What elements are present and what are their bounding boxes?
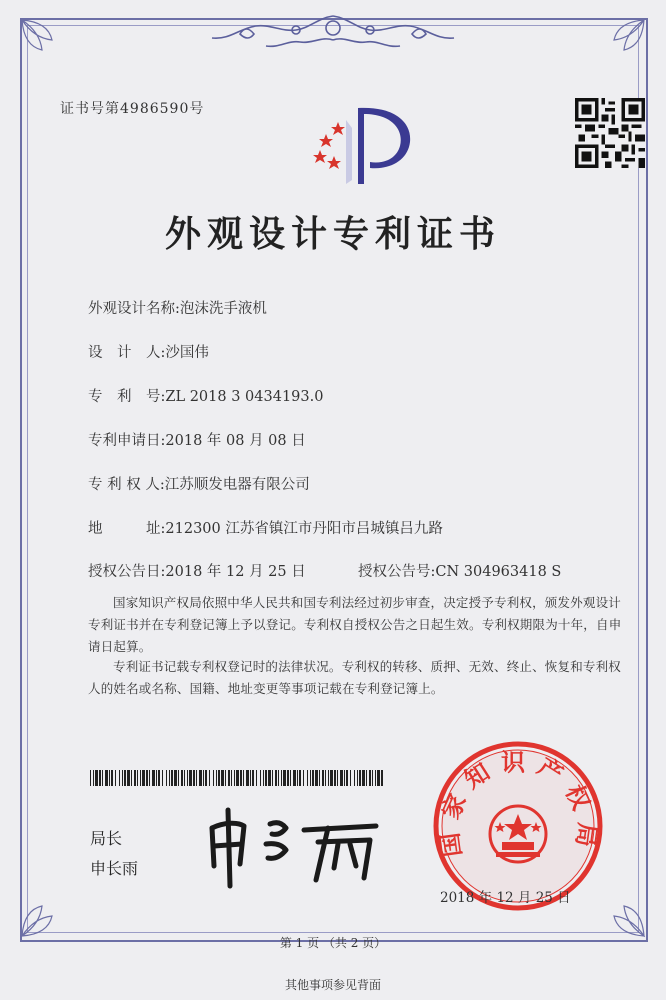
field-label: 专 利 号: — [88, 389, 166, 405]
field-grant-date — [88, 560, 306, 581]
footer-note: 其他事项参见背面 — [284, 978, 381, 992]
field-label: 授权公告日: — [88, 564, 166, 580]
page-number: 第 1 页 （共 2 页） — [279, 936, 387, 950]
svg-text:国家知识产权局: 国家知识产权局 — [434, 748, 602, 859]
field-value: 212300 江苏省镇江市丹阳市吕城镇吕九路 — [165, 521, 443, 537]
field-label: 专利申请日: — [88, 433, 166, 449]
signatory-name: 申长雨 — [90, 859, 139, 878]
certificate-paragraph: 国家知识产权局依照中华人民共和国专利法经过初步审查，决定授予专利权，颁发外观设计专利证书并在专利登记簿上予以登记。专利权自授权公告之日起生效。专利权期限为十年，自申请日起算。 — [88, 595, 622, 654]
field-grant-number — [358, 560, 561, 581]
seal-date: 2018 年 12 月 25 日 — [440, 890, 571, 906]
field-value: 沙国伟 — [165, 345, 209, 361]
field-value: 江苏顺发电器有限公司 — [164, 477, 310, 493]
field-label: 地 址: — [88, 521, 166, 537]
field-value: CN 304963418 S — [435, 564, 562, 580]
field-patent-number — [88, 385, 323, 406]
corner-ornament-icon — [588, 16, 648, 76]
cnipa-logo-icon — [300, 100, 420, 190]
field-patentee — [88, 473, 310, 494]
field-designer — [88, 341, 209, 362]
corner-ornament-icon — [18, 16, 78, 76]
handwritten-signature — [200, 800, 380, 890]
field-label: 专 利 权 人: — [88, 477, 165, 493]
field-filing-date — [88, 429, 306, 450]
certificate-paragraph: 专利证书记载专利权登记时的法律状况。专利权的转移、质押、无效、终止、恢复和专利权人的姓名或名称、国籍、地址变更等事项记载在专利登记簿上。 — [88, 659, 622, 696]
field-label: 授权公告号: — [358, 564, 436, 580]
field-value: 2018 年 12 月 25 日 — [165, 564, 306, 580]
field-label: 设 计 人: — [88, 345, 166, 361]
field-design-name — [88, 297, 267, 318]
field-address — [88, 517, 443, 538]
field-value: 2018 年 08 月 08 日 — [165, 433, 306, 449]
corner-ornament-icon — [18, 880, 78, 940]
qr-code-icon — [575, 98, 645, 168]
field-value: 泡沫洗手液机 — [179, 301, 267, 317]
signatory-title: 局长 — [90, 829, 123, 848]
certificate-title: 外观设计专利证书 — [164, 213, 501, 255]
barcode-icon — [90, 770, 386, 786]
field-value: ZL 2018 3 0434193.0 — [165, 389, 324, 405]
field-label: 外观设计名称: — [88, 301, 180, 317]
certificate-number: 证书号第4986590号 — [60, 101, 205, 117]
top-ornament-icon — [200, 10, 466, 54]
